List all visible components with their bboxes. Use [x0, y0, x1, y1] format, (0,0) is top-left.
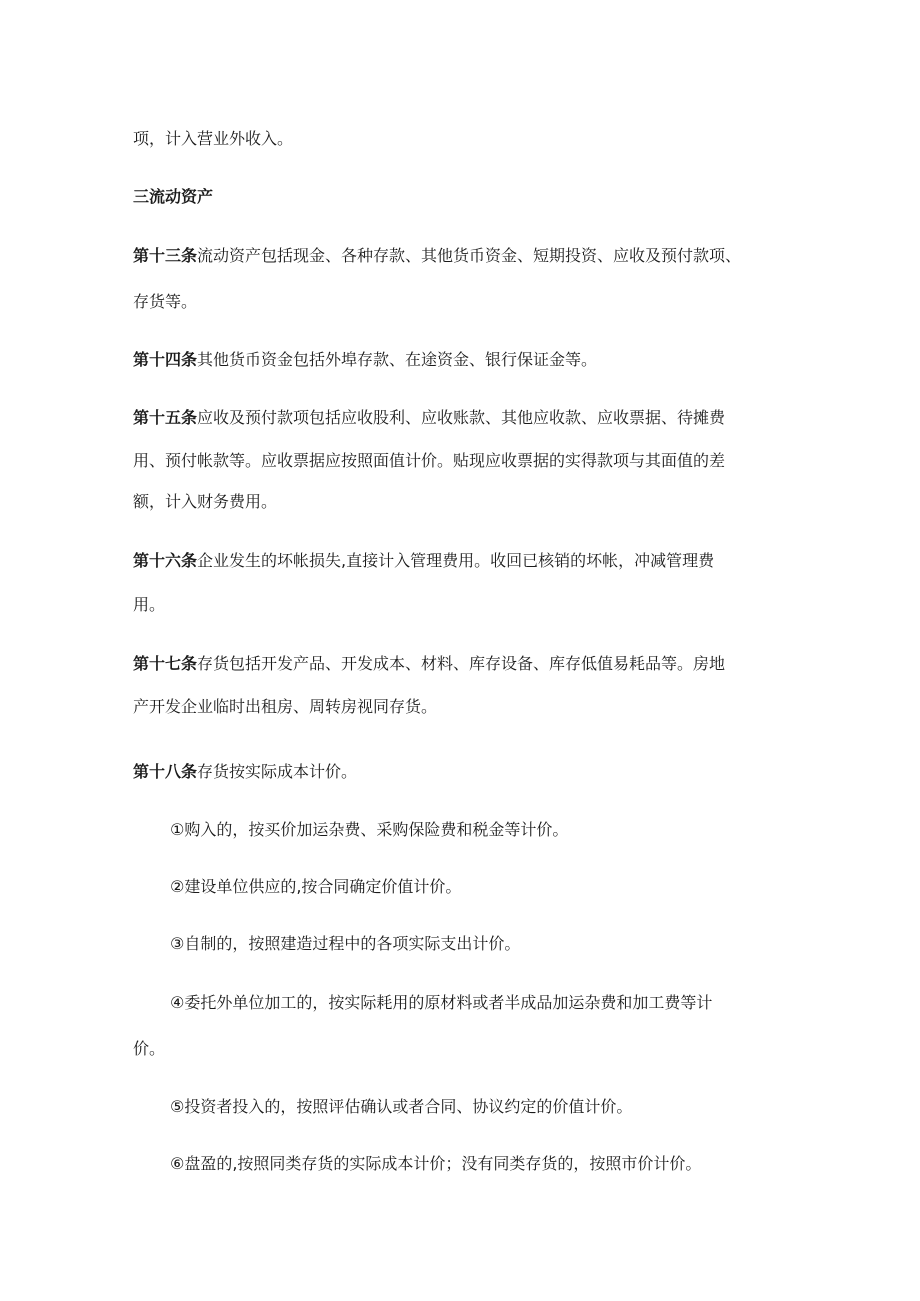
section-heading: [133, 186, 213, 208]
article-label: 第十七条: [133, 654, 198, 673]
article-text: 产开发企业临时出租房、周转房视同存货。: [133, 697, 438, 716]
list-item-1: [170, 819, 568, 841]
article-text: 存货等。: [133, 292, 198, 311]
list-item-text: ①购入的，按买价加运杂费、采购保险费和税金等计价。: [170, 820, 569, 839]
article-label: 第十四条: [133, 350, 198, 369]
list-item-3: [170, 933, 520, 955]
article-text: 企业发生的坏帐损失,直接计入管理费用。收回已核销的坏帐，冲减管理费: [197, 551, 715, 570]
article-15-line-2: [133, 450, 725, 472]
article-text: 用。: [133, 595, 166, 614]
article-15-line-3: [133, 491, 277, 513]
list-item-4-line-2: [133, 1038, 165, 1060]
list-item-text: 价。: [133, 1039, 166, 1058]
article-text: 存货包括开发产品、开发成本、材料、库存设备、库存低值易耗品等。房地: [197, 654, 726, 673]
article-text: 应收及预付款项包括应收股利、应收账款、其他应收款、应收票据、待摊费: [197, 408, 726, 427]
article-text: 流动资产包括现金、各种存款、其他货币资金、短期投资、应收及预付款项、: [197, 246, 742, 265]
article-16-line-2: [133, 594, 165, 616]
article-13-line-2: [133, 291, 197, 313]
article-label: 第十五条: [133, 408, 198, 427]
paragraph-line: [133, 128, 293, 150]
article-17-line-2: [133, 696, 437, 718]
list-item-4-line-1: [170, 992, 712, 1014]
article-label: 第十六条: [133, 551, 198, 570]
article-15-line-1: [133, 407, 725, 429]
list-item-text: ⑥盘盈的,按照同类存货的实际成本计价；没有同类存货的，按照市价计价。: [170, 1154, 702, 1173]
article-label: 第十三条: [133, 246, 198, 265]
article-text: 存货按实际成本计价。: [197, 762, 358, 781]
article-text: 额，计入财务费用。: [133, 492, 278, 511]
article-18-line-1: [133, 761, 357, 783]
heading-text: 三流动资产: [133, 187, 214, 206]
article-16-line-1: [133, 550, 714, 572]
article-17-line-1: [133, 653, 725, 675]
article-text: 其他货币资金包括外埠存款、在途资金、银行保证金等。: [197, 350, 598, 369]
list-item-text: ②建设单位供应的,按合同确定价值计价。: [170, 877, 462, 896]
article-13-line-1: [133, 245, 741, 267]
list-item-5: [170, 1096, 632, 1118]
list-item-6: [170, 1153, 701, 1175]
article-14-line-1: [133, 349, 597, 371]
text: 项，计入营业外收入。: [133, 129, 294, 148]
article-label: 第十八条: [133, 762, 198, 781]
list-item-2: [170, 876, 461, 898]
list-item-text: ④委托外单位加工的，按实际耗用的原材料或者半成品加运杂费和加工费等计: [170, 993, 713, 1012]
list-item-text: ③自制的，按照建造过程中的各项实际支出计价。: [170, 934, 521, 953]
list-item-text: ⑤投资者投入的，按照评估确认或者合同、协议约定的价值计价。: [170, 1097, 633, 1116]
article-text: 用、预付帐款等。应收票据应按照面值计价。贴现应收票据的实得款项与其面值的差: [133, 451, 726, 470]
